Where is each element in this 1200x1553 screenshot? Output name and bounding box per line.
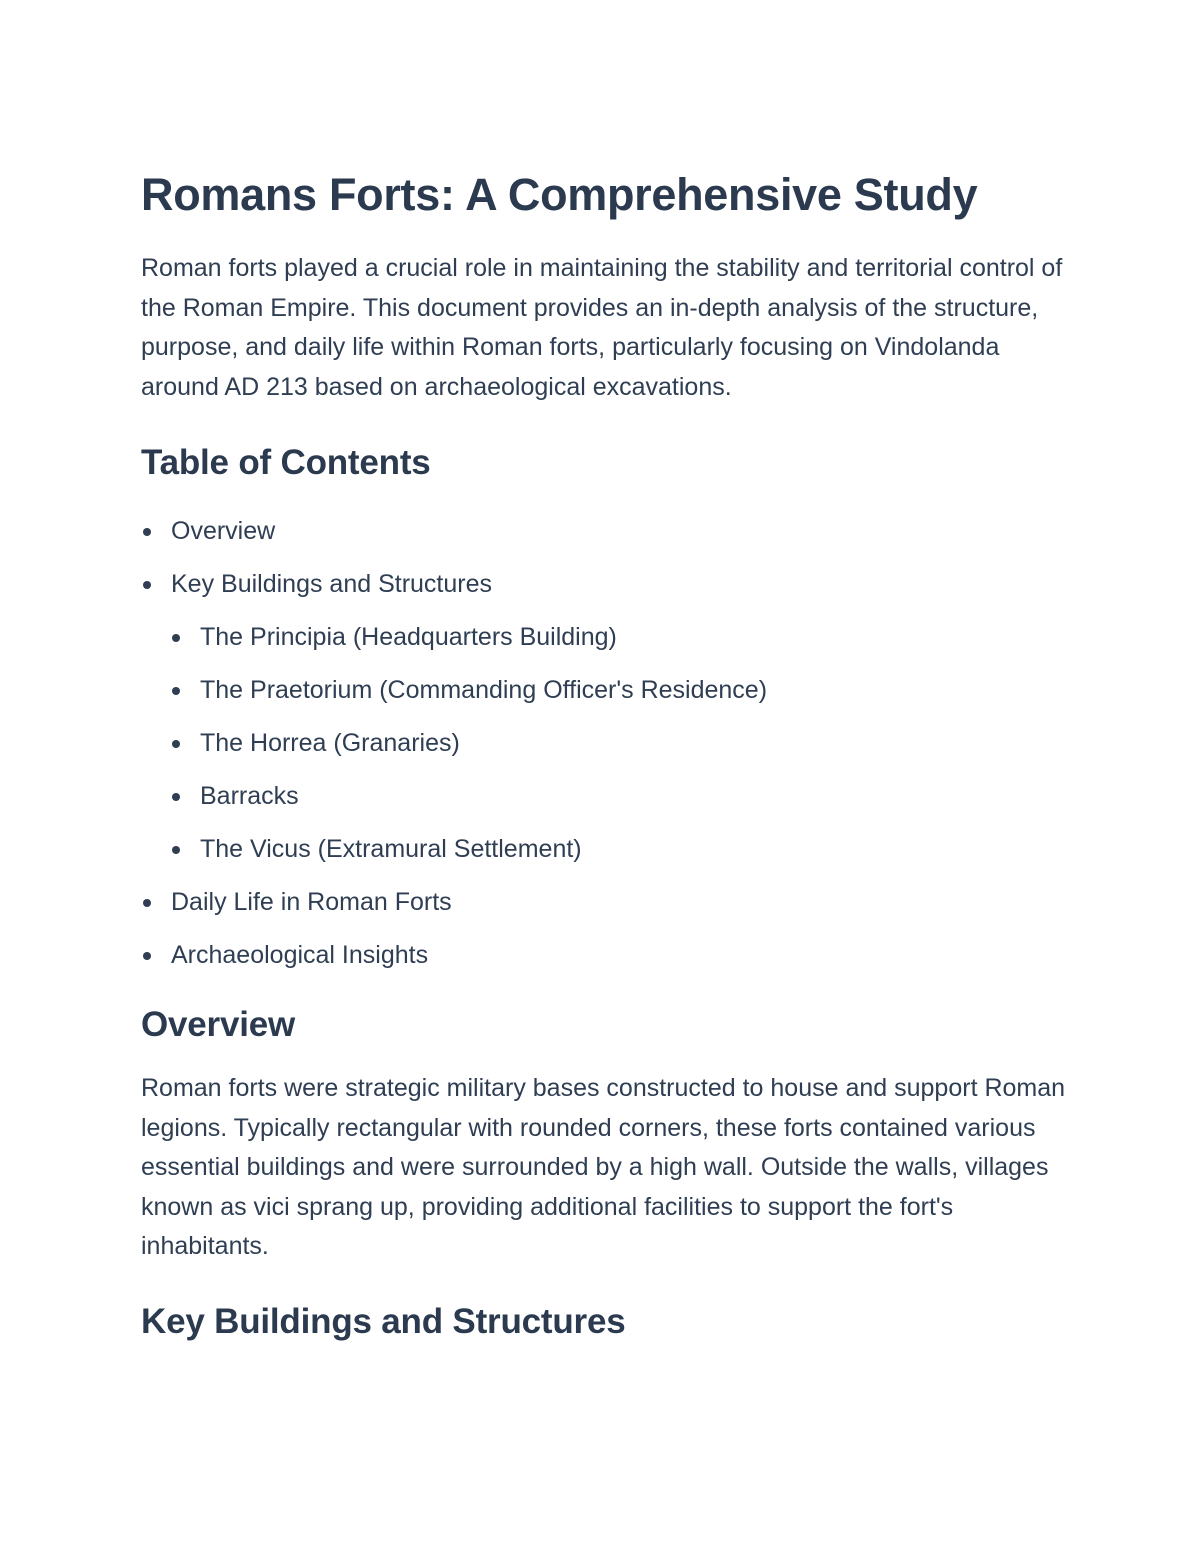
- toc-item-overview[interactable]: Overview: [141, 505, 1071, 558]
- overview-paragraph: Roman forts were strategic military bases constructed to house and support Roman legions. Typically rectangular with rounded corners, these forts contained various essential buildings and were surrounded by a high wall. Outside the walls, villages known as vici sprang up, providing additional facilities to support the fort's inhabitants.: [141, 1074, 1066, 1260]
- table-of-contents: [141, 505, 1071, 982]
- toc-item-archaeological-insights[interactable]: Archaeological Insights: [141, 929, 1071, 982]
- toc-item-daily-life[interactable]: Daily Life in Roman Forts: [141, 876, 1071, 929]
- document-page: [141, 160, 1071, 1347]
- toc-item-vicus[interactable]: The Vicus (Extramural Settlement): [141, 823, 1071, 876]
- document-title: Romans Forts: A Comprehensive Study: [141, 169, 978, 220]
- toc-item-principia[interactable]: The Principia (Headquarters Building): [141, 611, 1071, 664]
- toc-item-barracks[interactable]: Barracks: [141, 770, 1071, 823]
- toc-item-praetorium[interactable]: The Praetorium (Commanding Officer's Residence): [141, 664, 1071, 717]
- overview-heading: Overview: [141, 1005, 296, 1044]
- toc-item-key-buildings[interactable]: Key Buildings and Structures: [141, 558, 1071, 611]
- intro-paragraph: Roman forts played a crucial role in maintaining the stability and territorial control of the Roman Empire. This document provides an in-depth analysis of the structure, purpose, and daily life within Roman forts, particularly focusing on Vindolanda around AD 213 based on archaeological excavations.: [141, 254, 1063, 401]
- toc-item-horrea[interactable]: The Horrea (Granaries): [141, 717, 1071, 770]
- key-buildings-heading: Key Buildings and Structures: [141, 1301, 626, 1341]
- toc-heading: Table of Contents: [141, 443, 431, 482]
